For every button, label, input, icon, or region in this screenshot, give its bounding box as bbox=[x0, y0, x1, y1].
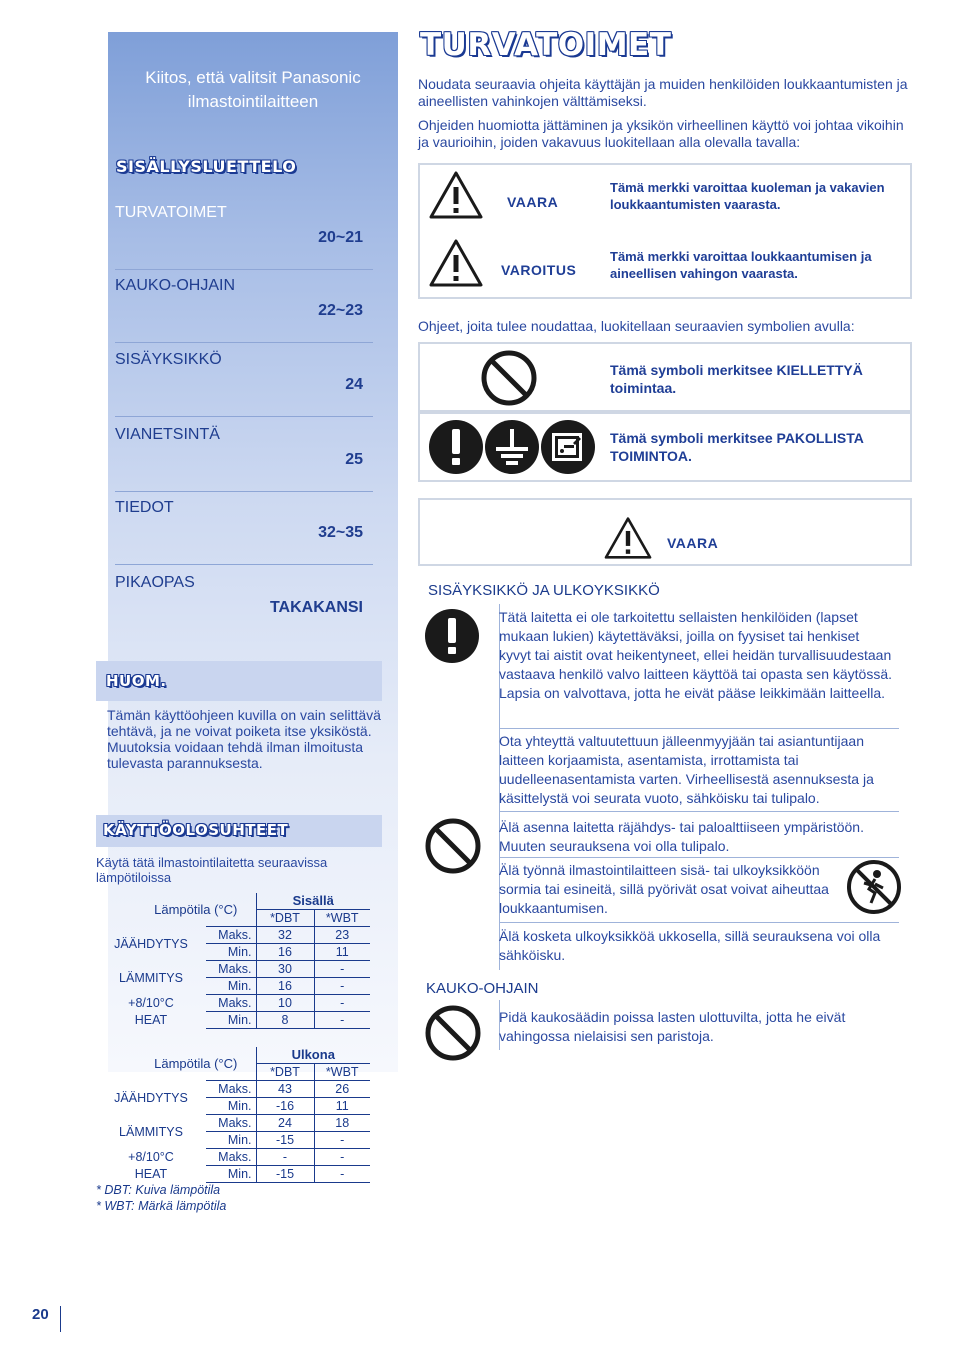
paragraph-divider bbox=[499, 811, 899, 812]
mandatory-exclamation-icon bbox=[428, 419, 484, 475]
toc-label: PIKAOPAS bbox=[115, 574, 195, 591]
vaara-label: VAARA bbox=[507, 194, 559, 210]
unplug-power-icon bbox=[540, 419, 596, 475]
toc-item-sisayksikko[interactable] bbox=[115, 351, 373, 417]
warning-header-label: VAARA bbox=[667, 535, 719, 551]
table-cell-wbt: - bbox=[314, 978, 370, 995]
paragraph-divider bbox=[499, 857, 899, 858]
paragraph-divider bbox=[499, 728, 899, 729]
table-row bbox=[96, 927, 370, 944]
table-cell-dbt: 16 bbox=[256, 944, 314, 961]
table-cell-type: Maks. bbox=[206, 1115, 256, 1132]
note-text: Tämän käyttöohjeen kuvilla on vain selittävä tehtävä, ja ne voivat poiketa itse yksiköstä. Muutoksia voidaan tehdä ilman ilmoitusta tulevasta parannuksesta. bbox=[107, 707, 381, 771]
intro-paragraph-1: Noudata seuraavia ohjeita käyttäjän ja muiden henkilöiden loukkaantumisten ja aineellisten vahinkojen välttämiseksi. bbox=[418, 76, 908, 109]
table-cell-mode: LÄMMITYS bbox=[119, 970, 183, 985]
table-cell-dbt: 16 bbox=[256, 978, 314, 995]
page-number: 20 bbox=[32, 1306, 49, 1323]
welcome-line-2: ilmastointilaitteen bbox=[187, 92, 319, 111]
table-row bbox=[96, 1012, 370, 1029]
mandatory-exclamation-icon bbox=[424, 608, 480, 664]
vaara-description: Tämä merkki varoittaa kuoleman ja vakavien loukkaantumisten vaarasta. bbox=[610, 180, 885, 212]
table-cell-dbt: - bbox=[256, 1149, 314, 1166]
conditions-title: KÄYTTÖOLOSUHTEET bbox=[103, 821, 289, 839]
prohibited-icon bbox=[424, 817, 482, 875]
prohibited-description: Tämä symboli merkitsee KIELLETTYÄ toimintaa. bbox=[610, 362, 863, 396]
prohibited-icon bbox=[424, 1004, 482, 1062]
toc-label: KAUKO-OHJAIN bbox=[115, 277, 236, 294]
table-row bbox=[96, 995, 370, 1012]
caution-triangle-icon bbox=[428, 238, 484, 288]
table-cell-mode: JÄÄHDYTYS bbox=[114, 1090, 188, 1105]
warning-header-box bbox=[418, 498, 912, 566]
toc-label: TURVATOIMET bbox=[115, 204, 227, 221]
table-cell-mode: HEAT bbox=[134, 1013, 168, 1027]
table-cell-dbt: -15 bbox=[256, 1166, 314, 1183]
table-header-temperature: Lämpötila (°C) bbox=[154, 901, 238, 917]
table-cell-dbt: 43 bbox=[256, 1081, 314, 1098]
table-cell-dbt: 32 bbox=[256, 927, 314, 944]
toc-page: 32~35 bbox=[318, 524, 363, 541]
table-header-wbt: *WBT bbox=[314, 1064, 370, 1081]
table-cell-mode: JÄÄHDYTYS bbox=[114, 936, 188, 951]
table-cell-type: Maks. bbox=[206, 995, 256, 1012]
table-cell-type: Maks. bbox=[206, 961, 256, 978]
table-header-wbt: *WBT bbox=[314, 910, 370, 927]
section-title-units: SISÄYKSIKKÖ JA ULKOYKSIKKÖ bbox=[428, 582, 660, 599]
paragraph-explosive-environment: Älä asenna laitetta räjähdys- tai paloalttiiseen ympäristöön. Muuten seurauksena voi olla tulipalo. bbox=[499, 819, 864, 854]
table-cell-type: Min. bbox=[206, 944, 256, 961]
toc-page: 20~21 bbox=[318, 229, 363, 246]
table-row bbox=[96, 1081, 370, 1098]
table-cell-type: Min. bbox=[206, 1166, 256, 1183]
table-cell-dbt: 8 bbox=[256, 1012, 314, 1029]
table-cell-wbt: - bbox=[314, 995, 370, 1012]
table-cell-wbt: 18 bbox=[314, 1115, 370, 1132]
table-cell-dbt: 24 bbox=[256, 1115, 314, 1132]
table-cell-mode: LÄMMITYS bbox=[119, 1124, 183, 1139]
note-title: HUOM. bbox=[106, 672, 167, 690]
earth-ground-icon bbox=[484, 419, 540, 475]
prohibited-icon bbox=[480, 349, 538, 407]
table-cell-mode: HEAT bbox=[134, 1167, 168, 1181]
toc-item-pikaopas[interactable] bbox=[115, 574, 373, 640]
indoor-temperature-table bbox=[96, 893, 370, 1029]
toc-item-turvatoimet[interactable] bbox=[115, 204, 373, 270]
page-title: TURVATOIMET bbox=[420, 27, 672, 63]
welcome-line-1: Kiitos, että valitsit Panasonic bbox=[145, 68, 361, 87]
table-cell-dbt: 30 bbox=[256, 961, 314, 978]
table-row bbox=[96, 1149, 370, 1166]
footnote-wbt: * WBT: Märkä lämpötila bbox=[96, 1199, 227, 1213]
intro-paragraph-2: Ohjeiden huomiotta jättäminen ja yksikön virheellinen käyttö voi johtaa vikoihin ja vaurioihin, joiden vakavuus luokitellaan alla olevalla tavalla: bbox=[418, 117, 904, 150]
table-cell-wbt: - bbox=[314, 1012, 370, 1029]
table-cell-type: Maks. bbox=[206, 1081, 256, 1098]
toc-item-kauko-ohjain[interactable] bbox=[115, 277, 373, 343]
toc-label: TIEDOT bbox=[115, 499, 174, 516]
no-fingers-fan-icon bbox=[845, 858, 903, 916]
table-row bbox=[96, 961, 370, 978]
table-header-dbt: *DBT bbox=[256, 1064, 314, 1081]
paragraph-divider bbox=[499, 922, 899, 923]
table-cell-type: Min. bbox=[206, 1012, 256, 1029]
table-header-temperature: Lämpötila (°C) bbox=[154, 1055, 238, 1071]
table-cell-dbt: -15 bbox=[256, 1132, 314, 1149]
symbols-intro: Ohjeet, joita tulee noudattaa, luokitellaan seuraavien symbolien avulla: bbox=[418, 318, 855, 334]
table-cell-wbt: 11 bbox=[314, 944, 370, 961]
toc-page: 22~23 bbox=[318, 302, 363, 319]
table-cell-wbt: 23 bbox=[314, 927, 370, 944]
table-cell-wbt: 11 bbox=[314, 1098, 370, 1115]
outdoor-temperature-table bbox=[96, 1047, 370, 1183]
toc-page: 25 bbox=[345, 451, 363, 468]
toc-label: SISÄYKSIKKÖ bbox=[115, 351, 222, 368]
table-cell-wbt: - bbox=[314, 961, 370, 978]
table-cell-type: Maks. bbox=[206, 927, 256, 944]
table-cell-wbt: 26 bbox=[314, 1081, 370, 1098]
toc-label: VIANETSINTÄ bbox=[115, 426, 220, 443]
mandatory-description: Tämä symboli merkitsee PAKOLLISTA TOIMINTOA. bbox=[610, 430, 864, 464]
table-cell-wbt: - bbox=[314, 1132, 370, 1149]
toc-page: TAKAKANSI bbox=[269, 599, 363, 616]
table-cell-mode: +8/10°C bbox=[128, 996, 174, 1010]
table-cell-wbt: - bbox=[314, 1166, 370, 1183]
conditions-text: Käytä tätä ilmastointilaitetta seuraavissa lämpötiloissa bbox=[96, 855, 328, 885]
footnote-dbt: * DBT: Kuiva lämpötila bbox=[96, 1183, 221, 1197]
table-cell-dbt: 10 bbox=[256, 995, 314, 1012]
table-cell-dbt: -16 bbox=[256, 1098, 314, 1115]
paragraph-batteries: Pidä kaukosäädin poissa lasten ulottuvilta, jotta he eivät vahingossa nielaisisi sen paristoja. bbox=[499, 1009, 846, 1044]
welcome-text bbox=[108, 66, 398, 114]
table-cell-mode: +8/10°C bbox=[128, 1150, 174, 1164]
table-cell-type: Maks. bbox=[206, 1149, 256, 1166]
section-title-remote: KAUKO-OHJAIN bbox=[426, 980, 539, 997]
page-number-divider bbox=[60, 1306, 61, 1332]
table-cell-type: Min. bbox=[206, 1132, 256, 1149]
toc-item-vianetsinta[interactable] bbox=[115, 426, 373, 492]
table-cell-type: Min. bbox=[206, 978, 256, 995]
varoitus-description: Tämä merkki varoittaa loukkaantumisen ja aineellisen vahingon vaarasta. bbox=[610, 249, 872, 281]
toc-page: 24 bbox=[345, 376, 363, 393]
table-header-group: Ulkona bbox=[256, 1047, 370, 1064]
warning-triangle-icon bbox=[428, 170, 484, 220]
toc-item-tiedot[interactable] bbox=[115, 499, 373, 565]
paragraph-supervision: Tätä laitetta ei ole tarkoitettu sellaisten henkilöiden (lapset mukaan lukien) käytettäväksi, joilla on fyysiset tai henkiset kyvyt tai aistit ovat heikentyneet, ellei heidän turvallisuudestaan vastaava henkilö valvo laitteen käyttöä tai opasta sen käytössä. Lapsia on valvottava, jotta he eivät pääse leikkimään laitteella. bbox=[499, 609, 893, 701]
table-header-dbt: *DBT bbox=[256, 910, 314, 927]
table-header-group: Sisällä bbox=[256, 893, 370, 910]
table-row bbox=[96, 1115, 370, 1132]
warning-triangle-icon bbox=[603, 516, 653, 560]
paragraph-moving-parts: Älä työnnä ilmastointilaitteen sisä- tai ulkoyksikköön sormia tai esineitä, sillä pyörivät osat voivat aiheuttaa loukkaantumisen. bbox=[499, 862, 829, 916]
table-row bbox=[96, 1166, 370, 1183]
table-cell-type: Min. bbox=[206, 1098, 256, 1115]
paragraph-thunderstorm: Älä kosketa ulkoyksikköä ukkosella, sillä seurauksena voi olla sähköisku. bbox=[499, 928, 881, 963]
table-cell-wbt: - bbox=[314, 1149, 370, 1166]
toc-heading: SISÄLLYSLUETTELO bbox=[116, 157, 297, 176]
varoitus-label: VAROITUS bbox=[501, 262, 577, 278]
paragraph-authorized-dealer: Ota yhteyttä valtuutettuun jälleenmyyjään tai asiantuntijaan laitteen korjaamista, asentamista, irrottamista tai uudelleenasentamista varten. Virheellisestä asennuksesta ja käsittelystä voi seurata vuoto, sähköisku tai tulipalo. bbox=[499, 733, 874, 806]
